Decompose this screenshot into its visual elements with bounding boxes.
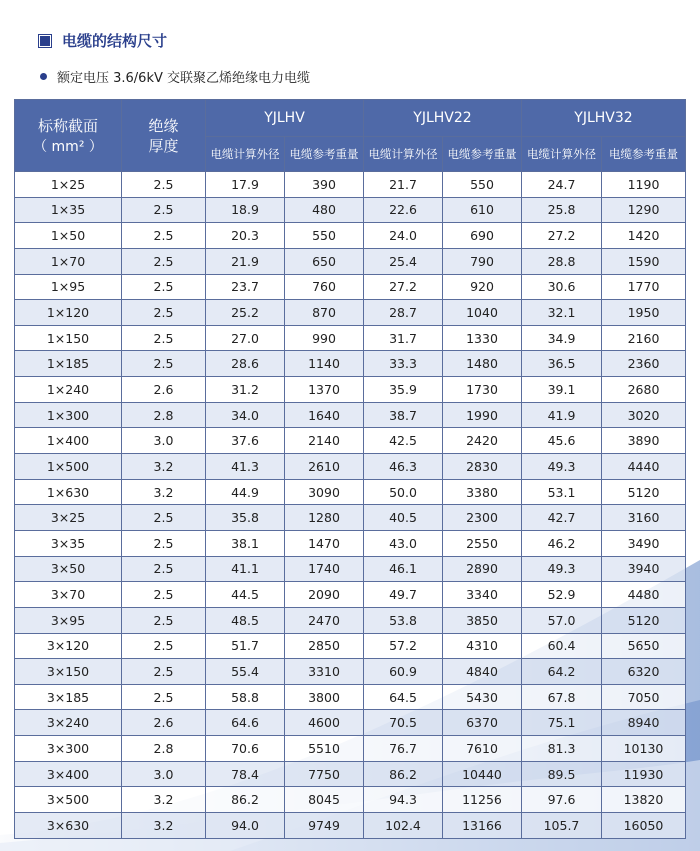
table-row	[15, 223, 686, 249]
cell-section: 3×185	[15, 684, 122, 710]
cell-yjlhv-diameter: 58.8	[206, 684, 285, 710]
cell-thickness: 2.5	[122, 300, 206, 326]
cell-yjlhv32-diameter: 60.4	[522, 633, 602, 659]
table-row	[15, 172, 686, 198]
cell-yjlhv-diameter: 28.6	[206, 351, 285, 377]
cell-yjlhv22-diameter: 53.8	[364, 607, 443, 633]
table-row	[15, 300, 686, 326]
cell-yjlhv-weight: 3310	[285, 659, 364, 685]
cell-yjlhv-weight: 4600	[285, 710, 364, 736]
cell-yjlhv-diameter: 51.7	[206, 633, 285, 659]
cell-yjlhv32-diameter: 24.7	[522, 172, 602, 198]
cell-yjlhv-weight: 1640	[285, 402, 364, 428]
cell-section: 3×70	[15, 582, 122, 608]
cell-yjlhv32-diameter: 67.8	[522, 684, 602, 710]
cell-yjlhv32-weight: 6320	[602, 659, 686, 685]
cell-yjlhv22-weight: 690	[443, 223, 522, 249]
table-row	[15, 761, 686, 787]
cell-yjlhv22-diameter: 38.7	[364, 402, 443, 428]
cell-section: 3×630	[15, 813, 122, 839]
cell-yjlhv32-diameter: 39.1	[522, 377, 602, 403]
cell-section: 1×185	[15, 351, 122, 377]
table-row	[15, 659, 686, 685]
cell-yjlhv32-weight: 5650	[602, 633, 686, 659]
table-row	[15, 454, 686, 480]
cell-yjlhv-weight: 1470	[285, 530, 364, 556]
table-row	[15, 633, 686, 659]
header-weight: 电缆参考重量	[443, 137, 522, 172]
table-row	[15, 530, 686, 556]
cell-thickness: 2.5	[122, 223, 206, 249]
cell-yjlhv-weight: 1740	[285, 556, 364, 582]
cell-yjlhv22-weight: 790	[443, 248, 522, 274]
cell-yjlhv-weight: 5510	[285, 736, 364, 762]
cell-yjlhv22-weight: 920	[443, 274, 522, 300]
cell-thickness: 2.5	[122, 556, 206, 582]
cell-yjlhv-diameter: 20.3	[206, 223, 285, 249]
cell-yjlhv32-weight: 5120	[602, 607, 686, 633]
cell-section: 3×35	[15, 530, 122, 556]
table-body	[15, 172, 686, 839]
cell-yjlhv-diameter: 86.2	[206, 787, 285, 813]
cell-yjlhv32-weight: 1420	[602, 223, 686, 249]
cell-section: 1×70	[15, 248, 122, 274]
table-row	[15, 325, 686, 351]
cell-yjlhv32-weight: 3160	[602, 505, 686, 531]
cell-yjlhv-diameter: 23.7	[206, 274, 285, 300]
cell-yjlhv32-diameter: 41.9	[522, 402, 602, 428]
cell-yjlhv-diameter: 44.9	[206, 479, 285, 505]
table-row	[15, 351, 686, 377]
header-group-yjlhv: YJLHV	[206, 100, 364, 137]
cell-yjlhv32-diameter: 105.7	[522, 813, 602, 839]
cell-yjlhv22-diameter: 86.2	[364, 761, 443, 787]
section-title	[40, 30, 167, 51]
cell-yjlhv22-weight: 610	[443, 197, 522, 223]
cell-yjlhv32-weight: 8940	[602, 710, 686, 736]
cell-thickness: 3.2	[122, 479, 206, 505]
cell-yjlhv22-weight: 4840	[443, 659, 522, 685]
cell-thickness: 2.6	[122, 710, 206, 736]
cell-yjlhv22-weight: 2830	[443, 454, 522, 480]
cell-thickness: 3.2	[122, 454, 206, 480]
cell-yjlhv22-diameter: 22.6	[364, 197, 443, 223]
cell-yjlhv-weight: 2090	[285, 582, 364, 608]
cell-yjlhv-weight: 990	[285, 325, 364, 351]
cell-section: 3×500	[15, 787, 122, 813]
cell-yjlhv-weight: 2610	[285, 454, 364, 480]
cell-yjlhv32-diameter: 45.6	[522, 428, 602, 454]
cell-yjlhv22-weight: 7610	[443, 736, 522, 762]
cell-yjlhv-weight: 760	[285, 274, 364, 300]
cell-yjlhv22-diameter: 40.5	[364, 505, 443, 531]
cell-yjlhv22-weight: 13166	[443, 813, 522, 839]
cell-thickness: 2.5	[122, 172, 206, 198]
cell-section: 3×300	[15, 736, 122, 762]
cell-yjlhv32-diameter: 42.7	[522, 505, 602, 531]
cell-yjlhv-diameter: 21.9	[206, 248, 285, 274]
cell-yjlhv-diameter: 94.0	[206, 813, 285, 839]
cell-section: 1×300	[15, 402, 122, 428]
cell-yjlhv22-weight: 1480	[443, 351, 522, 377]
cell-thickness: 2.5	[122, 530, 206, 556]
cell-yjlhv-weight: 7750	[285, 761, 364, 787]
header-group-yjlhv22: YJLHV22	[364, 100, 522, 137]
cell-yjlhv-weight: 3800	[285, 684, 364, 710]
cell-yjlhv-weight: 8045	[285, 787, 364, 813]
cell-yjlhv22-diameter: 25.4	[364, 248, 443, 274]
cell-yjlhv32-weight: 11930	[602, 761, 686, 787]
cell-thickness: 2.5	[122, 325, 206, 351]
cell-yjlhv32-diameter: 75.1	[522, 710, 602, 736]
cell-yjlhv32-diameter: 46.2	[522, 530, 602, 556]
table-subtitle-text: 额定电压 3.6/6kV 交联聚乙烯绝缘电力电缆	[57, 71, 311, 86]
cell-yjlhv22-diameter: 49.7	[364, 582, 443, 608]
cell-section: 3×120	[15, 633, 122, 659]
table-row	[15, 813, 686, 839]
cell-yjlhv22-weight: 2890	[443, 556, 522, 582]
section-title-text: 电缆的结构尺寸	[62, 32, 168, 50]
cell-section: 3×150	[15, 659, 122, 685]
table-row	[15, 710, 686, 736]
table-row	[15, 428, 686, 454]
cell-yjlhv22-diameter: 27.2	[364, 274, 443, 300]
cell-thickness: 3.2	[122, 813, 206, 839]
cell-yjlhv22-weight: 2420	[443, 428, 522, 454]
cell-yjlhv22-weight: 1730	[443, 377, 522, 403]
cell-yjlhv32-weight: 1290	[602, 197, 686, 223]
cell-section: 3×50	[15, 556, 122, 582]
cell-yjlhv32-weight: 1950	[602, 300, 686, 326]
cell-section: 3×25	[15, 505, 122, 531]
cell-section: 1×240	[15, 377, 122, 403]
table-row	[15, 402, 686, 428]
cell-yjlhv32-diameter: 28.8	[522, 248, 602, 274]
cell-thickness: 2.8	[122, 402, 206, 428]
cell-thickness: 2.5	[122, 607, 206, 633]
cell-yjlhv32-diameter: 53.1	[522, 479, 602, 505]
cell-section: 1×50	[15, 223, 122, 249]
cell-yjlhv32-diameter: 49.3	[522, 454, 602, 480]
cell-yjlhv-weight: 550	[285, 223, 364, 249]
table-row	[15, 505, 686, 531]
header-insulation-thickness	[122, 100, 206, 172]
cell-yjlhv32-weight: 3940	[602, 556, 686, 582]
cell-section: 1×35	[15, 197, 122, 223]
cell-yjlhv32-diameter: 89.5	[522, 761, 602, 787]
cell-yjlhv-diameter: 37.6	[206, 428, 285, 454]
cell-yjlhv-weight: 9749	[285, 813, 364, 839]
cell-thickness: 2.5	[122, 351, 206, 377]
cell-yjlhv22-diameter: 33.3	[364, 351, 443, 377]
cell-thickness: 2.5	[122, 582, 206, 608]
cell-thickness: 2.5	[122, 274, 206, 300]
cell-yjlhv-diameter: 78.4	[206, 761, 285, 787]
cell-yjlhv32-diameter: 49.3	[522, 556, 602, 582]
header-weight: 电缆参考重量	[285, 137, 364, 172]
cell-yjlhv22-diameter: 21.7	[364, 172, 443, 198]
cell-yjlhv22-diameter: 24.0	[364, 223, 443, 249]
header-nominal-section	[15, 100, 122, 172]
table-row	[15, 607, 686, 633]
cell-yjlhv32-weight: 3020	[602, 402, 686, 428]
cell-yjlhv22-diameter: 50.0	[364, 479, 443, 505]
cell-yjlhv22-weight: 1990	[443, 402, 522, 428]
header-weight: 电缆参考重量	[602, 137, 686, 172]
cell-yjlhv32-weight: 2160	[602, 325, 686, 351]
cell-yjlhv22-weight: 550	[443, 172, 522, 198]
cell-yjlhv-weight: 390	[285, 172, 364, 198]
cell-yjlhv22-weight: 3850	[443, 607, 522, 633]
cell-thickness: 3.2	[122, 787, 206, 813]
cell-yjlhv32-weight: 3490	[602, 530, 686, 556]
cell-yjlhv-diameter: 34.0	[206, 402, 285, 428]
cell-section: 1×400	[15, 428, 122, 454]
cell-yjlhv22-diameter: 42.5	[364, 428, 443, 454]
table-row	[15, 684, 686, 710]
table-row	[15, 274, 686, 300]
cell-yjlhv32-weight: 1770	[602, 274, 686, 300]
cell-thickness: 2.5	[122, 197, 206, 223]
cell-yjlhv22-diameter: 46.1	[364, 556, 443, 582]
cell-yjlhv22-weight: 2550	[443, 530, 522, 556]
cell-yjlhv-diameter: 41.1	[206, 556, 285, 582]
cell-thickness: 2.5	[122, 633, 206, 659]
cell-yjlhv-diameter: 27.0	[206, 325, 285, 351]
cell-yjlhv32-weight: 10130	[602, 736, 686, 762]
table-row	[15, 377, 686, 403]
cable-dimension-table	[14, 99, 686, 839]
cell-yjlhv22-weight: 6370	[443, 710, 522, 736]
cell-yjlhv32-weight: 1190	[602, 172, 686, 198]
cell-yjlhv32-weight: 5120	[602, 479, 686, 505]
cell-yjlhv-diameter: 17.9	[206, 172, 285, 198]
cell-yjlhv22-weight: 2300	[443, 505, 522, 531]
cell-thickness: 3.0	[122, 761, 206, 787]
cell-yjlhv-weight: 2470	[285, 607, 364, 633]
table-row	[15, 787, 686, 813]
cell-section: 3×400	[15, 761, 122, 787]
cell-yjlhv32-diameter: 57.0	[522, 607, 602, 633]
cell-yjlhv-weight: 1370	[285, 377, 364, 403]
cell-yjlhv32-diameter: 34.9	[522, 325, 602, 351]
cell-yjlhv22-diameter: 31.7	[364, 325, 443, 351]
cell-yjlhv22-diameter: 43.0	[364, 530, 443, 556]
table-row	[15, 479, 686, 505]
cell-yjlhv-weight: 1280	[285, 505, 364, 531]
cell-yjlhv32-weight: 2680	[602, 377, 686, 403]
cell-section: 1×120	[15, 300, 122, 326]
cell-section: 3×240	[15, 710, 122, 736]
cell-yjlhv22-weight: 10440	[443, 761, 522, 787]
table-row	[15, 248, 686, 274]
cell-thickness: 2.8	[122, 736, 206, 762]
cell-yjlhv-diameter: 44.5	[206, 582, 285, 608]
table-row	[15, 556, 686, 582]
cell-yjlhv32-weight: 13820	[602, 787, 686, 813]
cell-yjlhv32-diameter: 30.6	[522, 274, 602, 300]
cell-yjlhv-diameter: 41.3	[206, 454, 285, 480]
cell-yjlhv-diameter: 35.8	[206, 505, 285, 531]
cell-thickness: 2.5	[122, 505, 206, 531]
header-insulation-line2: 厚度	[148, 136, 179, 155]
cell-yjlhv22-weight: 11256	[443, 787, 522, 813]
header-diameter: 电缆计算外径	[522, 137, 602, 172]
cell-yjlhv22-diameter: 70.5	[364, 710, 443, 736]
cell-thickness: 2.6	[122, 377, 206, 403]
header-insulation-line1: 绝缘	[148, 116, 179, 135]
table-row	[15, 197, 686, 223]
table-row	[15, 736, 686, 762]
header-group-yjlhv32: YJLHV32	[522, 100, 686, 137]
cell-yjlhv-weight: 1140	[285, 351, 364, 377]
cell-thickness: 2.5	[122, 248, 206, 274]
cell-yjlhv22-weight: 4310	[443, 633, 522, 659]
cell-yjlhv-diameter: 25.2	[206, 300, 285, 326]
cell-yjlhv32-diameter: 52.9	[522, 582, 602, 608]
cell-yjlhv32-weight: 7050	[602, 684, 686, 710]
cell-yjlhv32-weight: 1590	[602, 248, 686, 274]
table-row	[15, 582, 686, 608]
cell-yjlhv-weight: 2140	[285, 428, 364, 454]
cell-section: 1×150	[15, 325, 122, 351]
cell-yjlhv22-weight: 5430	[443, 684, 522, 710]
cell-thickness: 3.0	[122, 428, 206, 454]
cell-yjlhv22-diameter: 102.4	[364, 813, 443, 839]
cell-section: 1×25	[15, 172, 122, 198]
cell-yjlhv22-diameter: 64.5	[364, 684, 443, 710]
cell-yjlhv22-diameter: 76.7	[364, 736, 443, 762]
cell-yjlhv32-weight: 2360	[602, 351, 686, 377]
cell-yjlhv22-diameter: 57.2	[364, 633, 443, 659]
cell-section: 1×95	[15, 274, 122, 300]
cell-yjlhv32-weight: 4480	[602, 582, 686, 608]
cell-yjlhv-weight: 480	[285, 197, 364, 223]
cell-yjlhv-weight: 650	[285, 248, 364, 274]
cell-yjlhv22-diameter: 28.7	[364, 300, 443, 326]
cell-yjlhv-weight: 870	[285, 300, 364, 326]
table-subtitle	[40, 67, 310, 86]
cell-yjlhv22-weight: 3340	[443, 582, 522, 608]
cell-yjlhv32-diameter: 64.2	[522, 659, 602, 685]
cell-yjlhv-diameter: 55.4	[206, 659, 285, 685]
cell-yjlhv32-weight: 4440	[602, 454, 686, 480]
cell-yjlhv-diameter: 48.5	[206, 607, 285, 633]
cell-yjlhv-diameter: 64.6	[206, 710, 285, 736]
cell-section: 1×630	[15, 479, 122, 505]
cell-yjlhv22-weight: 3380	[443, 479, 522, 505]
cell-yjlhv32-weight: 3890	[602, 428, 686, 454]
dot-bullet-icon	[40, 73, 47, 80]
cell-yjlhv22-diameter: 94.3	[364, 787, 443, 813]
cell-yjlhv32-diameter: 27.2	[522, 223, 602, 249]
cell-yjlhv22-diameter: 60.9	[364, 659, 443, 685]
cell-yjlhv-diameter: 38.1	[206, 530, 285, 556]
header-row-1	[15, 100, 686, 137]
cell-yjlhv22-diameter: 46.3	[364, 454, 443, 480]
cell-section: 1×500	[15, 454, 122, 480]
cell-thickness: 2.5	[122, 659, 206, 685]
header-nominal-section-line1: 标称截面	[37, 116, 98, 135]
cell-yjlhv22-diameter: 35.9	[364, 377, 443, 403]
cell-yjlhv-diameter: 70.6	[206, 736, 285, 762]
cell-yjlhv32-weight: 16050	[602, 813, 686, 839]
cell-yjlhv32-diameter: 36.5	[522, 351, 602, 377]
cell-yjlhv22-weight: 1330	[443, 325, 522, 351]
cell-yjlhv32-diameter: 25.8	[522, 197, 602, 223]
cell-yjlhv-diameter: 18.9	[206, 197, 285, 223]
cell-yjlhv22-weight: 1040	[443, 300, 522, 326]
cell-yjlhv-weight: 3090	[285, 479, 364, 505]
header-nominal-section-unit: （ mm² ）	[33, 138, 103, 155]
cell-yjlhv32-diameter: 32.1	[522, 300, 602, 326]
cell-yjlhv32-diameter: 81.3	[522, 736, 602, 762]
cell-section: 3×95	[15, 607, 122, 633]
cell-yjlhv32-diameter: 97.6	[522, 787, 602, 813]
header-diameter: 电缆计算外径	[206, 137, 285, 172]
cell-thickness: 2.5	[122, 684, 206, 710]
cell-yjlhv-diameter: 31.2	[206, 377, 285, 403]
square-bullet-icon	[40, 36, 50, 46]
cell-yjlhv-weight: 2850	[285, 633, 364, 659]
header-diameter: 电缆计算外径	[364, 137, 443, 172]
